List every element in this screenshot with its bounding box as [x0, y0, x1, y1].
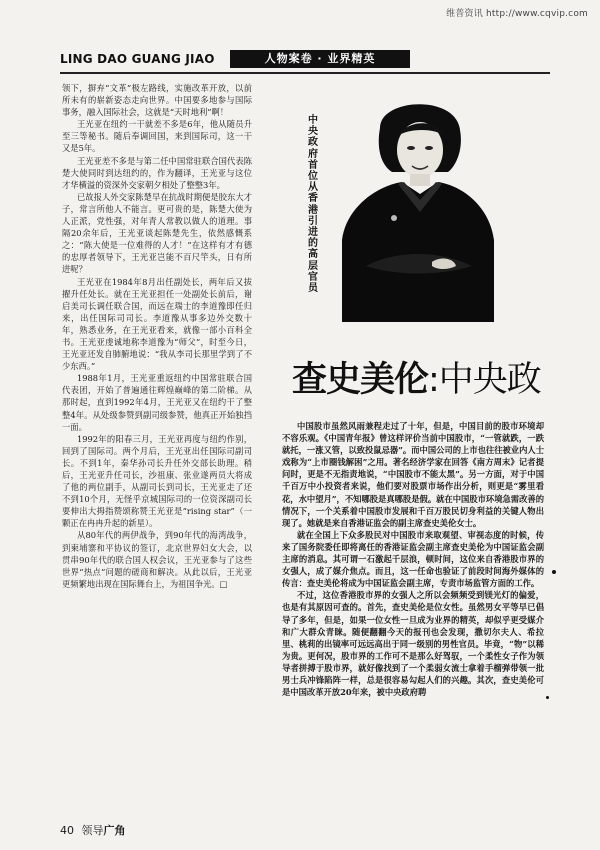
print-speck — [546, 696, 549, 699]
left-paragraph: 1992年的阳春三月，王光亚再度与纽约作别，回到了国际司。两个月后，王光亚出任国际司副司长。不到1年，秦华孙司长升任外交部长助理。稍后，王光亚升任司长，沙祖康、张业遂两员大将成了他的两位副手，从副司长到司长，王光亚走了还不到10个月，无怪乎京城国际司的一位资深副司长要伸出大拇指赞颂称赞王光亚是“rising star”（一颗正在冉冉升起的新星）。 — [62, 433, 252, 529]
left-paragraph: 1988年1月，王光亚重返纽约中国常驻联合国代表团，开始了普遍通往辉煌巅峰的第二阶梯。从那时起，直到1992年4月，王光亚又在纽约干了整整4年。从处级参赞到副司级参赞，他真正开始独挡一面。 — [62, 373, 252, 432]
right-paragraph: 中国股市虽然风雨兼程走过了十年，但是，中国目前的股市环境却不容乐观。《中国青年报》曾这样评价当前中国股市，“一管就跌，一跌就托，一涨又管，以致投鼠忌器”。而中国公司的上市也往往被业内人士戏称为“上市圈钱解困”之用。著名经济学家在回答《南方周末》记者提问时，更是不无指责地说，“中国股市不能太黑”。另一方面，对于中国千百万中小投资者来说，他们要对股票市场作出分析，则更是“雾里看花，水中望月”，不知哪股是真哪股是假。就在中国股市环境急需改善的情况下，一个关系着中国股市发展和千百万股民切身利益的关键人物出现了。她就是来自香港证监会的副主席查史美伦女士。 — [282, 421, 544, 528]
portrait-illustration — [336, 90, 500, 322]
left-paragraph: 王光亚在纽约一干就差不多是6年，他从随员升至三等秘书。随后奉调回国，来到国际司，这一干又是5年。 — [62, 119, 252, 154]
left-paragraph: 已故报人外交家陈楚早在抗战时期便是胶东大才子，常言所他人不能言。更可贵的是，陈楚大使为人正派，党性强，对年青人常教以做人的道理。事隔20余年后，王光亚谈起陈楚先生，依然感慨系之：“陈大使是一位难得的人才！”在这样有才有德的忠厚者领导下，王光亚岂能不百尺竿头，日有所进呢？ — [62, 191, 252, 275]
magazine-name-cn: 领导 — [81, 824, 104, 837]
article-headline — [292, 352, 562, 400]
header-rule — [60, 72, 550, 74]
section-tag: 人物案卷 · 业界精英 — [230, 50, 410, 68]
left-paragraph: 从80年代的两伊战争，到90年代的海湾战争，到柬埔寨和平协议的签订，北京世界妇女大会，以贯串90年代的联合国人权会议，王光亚参与了这些世界“热点”问题的磋商和解决。从此以后，王光亚更频繁地出现在国际舞台上，为祖国争光。□ — [62, 530, 252, 589]
headline-name: 查史美伦 — [292, 360, 429, 400]
left-paragraph: 王光亚差不多是与第二任中国常驻联合国代表陈楚大使同时到达纽约的，作为翻译，王光亚与这位才华横溢的资深外交家朝夕相处了整整3年。 — [62, 155, 252, 190]
photo-caption: 中央政府首位从香港引进的高层官员 — [308, 115, 318, 295]
right-paragraph: 不过，这位香港股市界的女强人之所以会频频受到镁光灯的偏爱，也是有其原因可查的。首先，查史美伦是位女性。虽然男女平等早已倡导了多年，但是，如果一位女性一旦成为业界的精英，却似乎更受媒介和广大群众青睐。随便翻翻今天的报刊也会发现，撒切尔夫人、希拉里、桃莉的出镜率可远远高出于同一级别的男性官员。毕竟，“物”以稀为贵。更何况，股市界的工作可不是那么好驾驭，一个柔性女子作为领导者拼搏于股市界，就好像找到了一个柔弱女流士拿着手榴弹带领一批男士兵冲锋陷阵一样，总是很容易勾起人们的兴趣。其次，查史美伦可是中国改革开放20年来，被中央政府聘 — [282, 590, 544, 698]
magazine-name-cn-bold: 广角 — [103, 824, 126, 837]
headline-subtitle: :中央政 — [428, 360, 541, 400]
print-speck — [552, 570, 556, 574]
right-article-column — [282, 420, 544, 830]
page-footer — [60, 822, 126, 838]
magazine-title-en: LING DAO GUANG JIAO — [60, 52, 215, 66]
left-paragraph: 王光亚在1984年8月出任副处长，两年后又拔擢升任处长。就在王光亚担任一处副处长前后，谢启美司长调任联合国，而远在瑞士的李道豫即任归来，出任国际司司长。李道豫从事多边外交数十年，熟悉业务，在王光亚看来，就像一部小百科全书。王光亚虔诚地称李道豫为“师父”，时至今日，王光亚还发自肺腑地说：“我从李司长那里学到了不少东西。” — [62, 276, 252, 372]
right-paragraph: 就在全国上下众多股民对中国股市来取观望、审视态度的时候，传来了国务院委任即将离任的香港证监会副主席查史美伦为中国证监会副主席的消息。其可谓一石激起千层浪，顿时间，这位来自香港股市界的女强人，成了媒介焦点。而且，这一任命也验证了前段时间海外媒体的传言：查史美伦将成为中国证监会副主席，专责市场监管方面的工作。 — [282, 529, 544, 589]
watermark: 维普资讯 http://www.cqvip.com — [446, 9, 588, 19]
left-paragraph: 领下，摒弃“文革”极左路线，实施改革开放，以前所未有的崭新姿态走向世界。中国要多地参与国际事务，融入国际社会，这就是“天时地利”啊！ — [62, 83, 252, 118]
page-header — [60, 50, 550, 70]
page-number: 40 — [60, 824, 74, 837]
left-article-column — [62, 82, 252, 842]
portrait-photo — [336, 90, 500, 322]
